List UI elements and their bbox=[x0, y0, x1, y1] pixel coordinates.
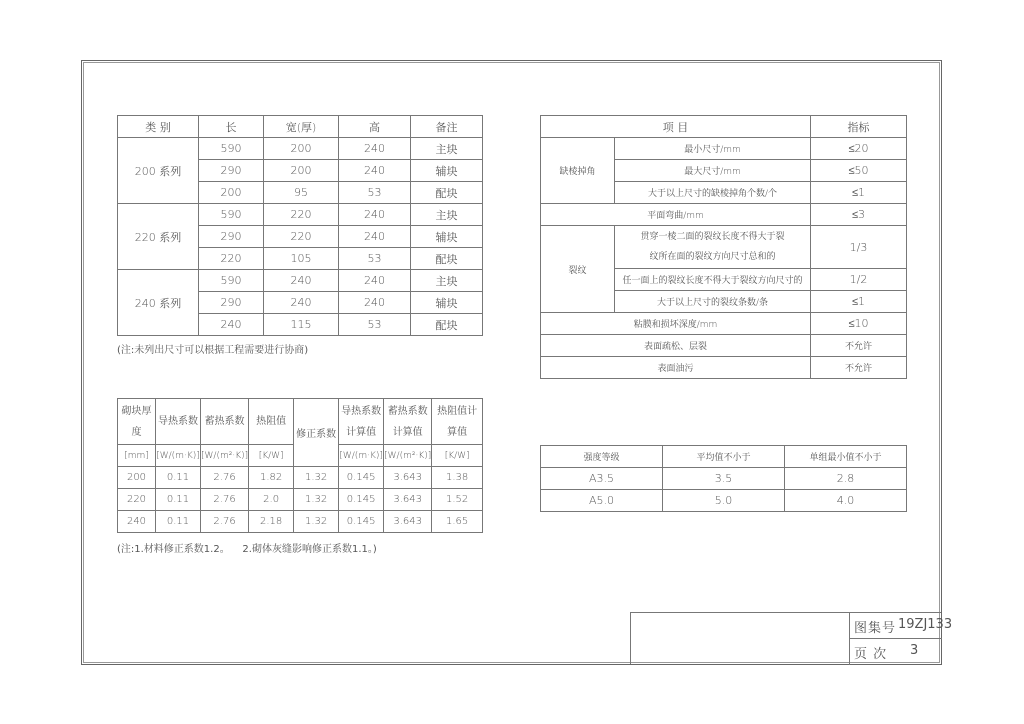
cell: 辅块 bbox=[411, 226, 483, 248]
col-header: 导热系数计算值 bbox=[339, 399, 384, 445]
unit-cell: [W/(m²·K)] bbox=[384, 445, 432, 467]
group-label: 裂纹 bbox=[541, 226, 615, 313]
group-label: 200 系列 bbox=[118, 138, 199, 204]
table-row bbox=[541, 468, 907, 490]
cell: 2.76 bbox=[201, 511, 249, 533]
cell: 5.0 bbox=[663, 490, 785, 512]
table-row bbox=[541, 357, 907, 379]
unit-cell: [W/(m²·K)] bbox=[201, 445, 249, 467]
cell: 1.65 bbox=[432, 511, 483, 533]
cell: 0.11 bbox=[156, 467, 201, 489]
cell: 0.145 bbox=[339, 489, 384, 511]
cell: 240 bbox=[264, 292, 339, 314]
col-header: 备注 bbox=[411, 116, 483, 138]
cell: ≤10 bbox=[811, 313, 907, 335]
atlas-number-label: 图集号 bbox=[854, 621, 897, 636]
table-header-row bbox=[118, 116, 483, 138]
unit-cell: [K/W] bbox=[432, 445, 483, 467]
thermal-performance-table bbox=[117, 398, 483, 533]
col-header: 类 别 bbox=[118, 116, 199, 138]
cell: 2.76 bbox=[201, 489, 249, 511]
cell: 0.11 bbox=[156, 511, 201, 533]
cell: ≤20 bbox=[811, 138, 907, 160]
cell: 1/3 bbox=[811, 226, 907, 269]
cell: 主块 bbox=[411, 270, 483, 292]
cell: 1.32 bbox=[294, 511, 339, 533]
appearance-quality-table bbox=[540, 115, 907, 379]
cell: 主块 bbox=[411, 138, 483, 160]
col-header: 导热系数 bbox=[156, 399, 201, 445]
page-number-row bbox=[849, 639, 942, 665]
cell: 大于以上尺寸的缺棱掉角个数/个 bbox=[615, 182, 811, 204]
col-header: 长 bbox=[199, 116, 264, 138]
atlas-number-row bbox=[849, 613, 953, 639]
col-header: 热阻值计算值 bbox=[432, 399, 483, 445]
unit-cell: [K/W] bbox=[249, 445, 294, 467]
cell: 240 bbox=[339, 226, 411, 248]
cell: 3.5 bbox=[663, 468, 785, 490]
cell: 辅块 bbox=[411, 292, 483, 314]
cell: 3.643 bbox=[384, 467, 432, 489]
table-header-row bbox=[118, 399, 483, 445]
cell: 1.38 bbox=[432, 467, 483, 489]
cell: 53 bbox=[339, 182, 411, 204]
cell: 200 bbox=[264, 138, 339, 160]
col-header: 热阻值 bbox=[249, 399, 294, 445]
cell: 240 bbox=[199, 314, 264, 336]
group-label: 缺棱掉角 bbox=[541, 138, 615, 204]
cell: 4.0 bbox=[785, 490, 907, 512]
cell: 220 bbox=[264, 204, 339, 226]
col-header: 单组最小值不小于 bbox=[785, 446, 907, 468]
cell: 2.76 bbox=[201, 467, 249, 489]
cell: 590 bbox=[199, 270, 264, 292]
cell: 290 bbox=[199, 160, 264, 182]
cell: 配块 bbox=[411, 314, 483, 336]
title-block bbox=[630, 612, 953, 664]
table-row bbox=[541, 226, 907, 269]
unit-cell: [W/(m·K)] bbox=[156, 445, 201, 467]
table-header-row bbox=[541, 116, 907, 138]
cell: 2.18 bbox=[249, 511, 294, 533]
cell: 1.32 bbox=[294, 467, 339, 489]
cell: 590 bbox=[199, 204, 264, 226]
table-row bbox=[118, 138, 483, 160]
cell: A5.0 bbox=[541, 490, 663, 512]
cell: 1.82 bbox=[249, 467, 294, 489]
cell: ≤3 bbox=[811, 204, 907, 226]
cell: 0.11 bbox=[156, 489, 201, 511]
cell: 240 bbox=[339, 292, 411, 314]
table-row bbox=[541, 490, 907, 512]
table-row bbox=[118, 489, 483, 511]
group-label: 240 系列 bbox=[118, 270, 199, 336]
cell: 290 bbox=[199, 292, 264, 314]
col-header: 蓄热系数 bbox=[201, 399, 249, 445]
cell: 3.643 bbox=[384, 489, 432, 511]
cell: ≤50 bbox=[811, 160, 907, 182]
col-header: 高 bbox=[339, 116, 411, 138]
cell: 表面油污 bbox=[541, 357, 811, 379]
cell: 3.643 bbox=[384, 511, 432, 533]
size-table-note: (注:未列出尺寸可以根据工程需要进行协商) bbox=[117, 345, 309, 356]
cell: 0.145 bbox=[339, 467, 384, 489]
cell: 105 bbox=[264, 248, 339, 270]
table-row bbox=[118, 467, 483, 489]
table-header-row bbox=[541, 446, 907, 468]
cell: 不允许 bbox=[811, 357, 907, 379]
cell: 240 bbox=[339, 138, 411, 160]
cell: 220 bbox=[199, 248, 264, 270]
col-header: 砌块厚度 bbox=[118, 399, 156, 445]
cell: 115 bbox=[264, 314, 339, 336]
cell: 240 bbox=[339, 270, 411, 292]
col-header: 宽(厚) bbox=[264, 116, 339, 138]
table-row bbox=[118, 270, 483, 292]
cell: 95 bbox=[264, 182, 339, 204]
cell: 240 bbox=[339, 160, 411, 182]
cell: 大于以上尺寸的裂纹条数/条 bbox=[615, 291, 811, 313]
cell: 任一面上的裂纹长度不得大于裂纹方向尺寸的 bbox=[615, 269, 811, 291]
col-header: 平均值不小于 bbox=[663, 446, 785, 468]
cell: 200 bbox=[118, 467, 156, 489]
strength-grade-table bbox=[540, 445, 907, 512]
cell: 最小尺寸/mm bbox=[615, 138, 811, 160]
cell: 240 bbox=[339, 204, 411, 226]
cell: 240 bbox=[264, 270, 339, 292]
cell: 0.145 bbox=[339, 511, 384, 533]
cell: 贯穿一棱二面的裂纹长度不得大于裂纹所在面的裂纹方向尺寸总和的 bbox=[615, 226, 811, 269]
cell: 1.32 bbox=[294, 489, 339, 511]
col-header: 蓄热系数计算值 bbox=[384, 399, 432, 445]
cell: 不允许 bbox=[811, 335, 907, 357]
col-header: 项 目 bbox=[541, 116, 811, 138]
col-header: 强度等级 bbox=[541, 446, 663, 468]
cell: 2.0 bbox=[249, 489, 294, 511]
cell: A3.5 bbox=[541, 468, 663, 490]
table-row bbox=[541, 335, 907, 357]
table-row bbox=[541, 204, 907, 226]
page-number-label: 页 次 bbox=[854, 647, 888, 662]
cell: 53 bbox=[339, 248, 411, 270]
page-number-value: 3 bbox=[910, 643, 919, 658]
cell: 220 bbox=[264, 226, 339, 248]
cell: 最大尺寸/mm bbox=[615, 160, 811, 182]
cell: 220 bbox=[118, 489, 156, 511]
atlas-number-value: 19ZJ133 bbox=[898, 617, 953, 632]
cell: 1/2 bbox=[811, 269, 907, 291]
col-header: 修正系数 bbox=[294, 399, 339, 467]
table-row bbox=[118, 511, 483, 533]
cell: 290 bbox=[199, 226, 264, 248]
cell: 配块 bbox=[411, 182, 483, 204]
table-row bbox=[541, 313, 907, 335]
block-size-table bbox=[117, 115, 483, 336]
unit-cell: [W/(m·K)] bbox=[339, 445, 384, 467]
cell: 平面弯曲/mm bbox=[541, 204, 811, 226]
cell: 590 bbox=[199, 138, 264, 160]
group-label: 220 系列 bbox=[118, 204, 199, 270]
cell: 2.8 bbox=[785, 468, 907, 490]
cell: 53 bbox=[339, 314, 411, 336]
cell: 粘膜和损坏深度/mm bbox=[541, 313, 811, 335]
cell: ≤1 bbox=[811, 182, 907, 204]
thermal-table-note: (注:1.材料修正系数1.2。 2.砌体灰缝影响修正系数1.1。) bbox=[117, 544, 377, 555]
cell: 200 bbox=[199, 182, 264, 204]
cell: 表面疏松、层裂 bbox=[541, 335, 811, 357]
table-row bbox=[118, 204, 483, 226]
cell: 1.52 bbox=[432, 489, 483, 511]
cell: 辅块 bbox=[411, 160, 483, 182]
col-header: 指标 bbox=[811, 116, 907, 138]
cell: 240 bbox=[118, 511, 156, 533]
cell: 配块 bbox=[411, 248, 483, 270]
cell: ≤1 bbox=[811, 291, 907, 313]
table-row bbox=[541, 138, 907, 160]
cell: 主块 bbox=[411, 204, 483, 226]
cell: 200 bbox=[264, 160, 339, 182]
unit-cell: [mm] bbox=[118, 445, 156, 467]
